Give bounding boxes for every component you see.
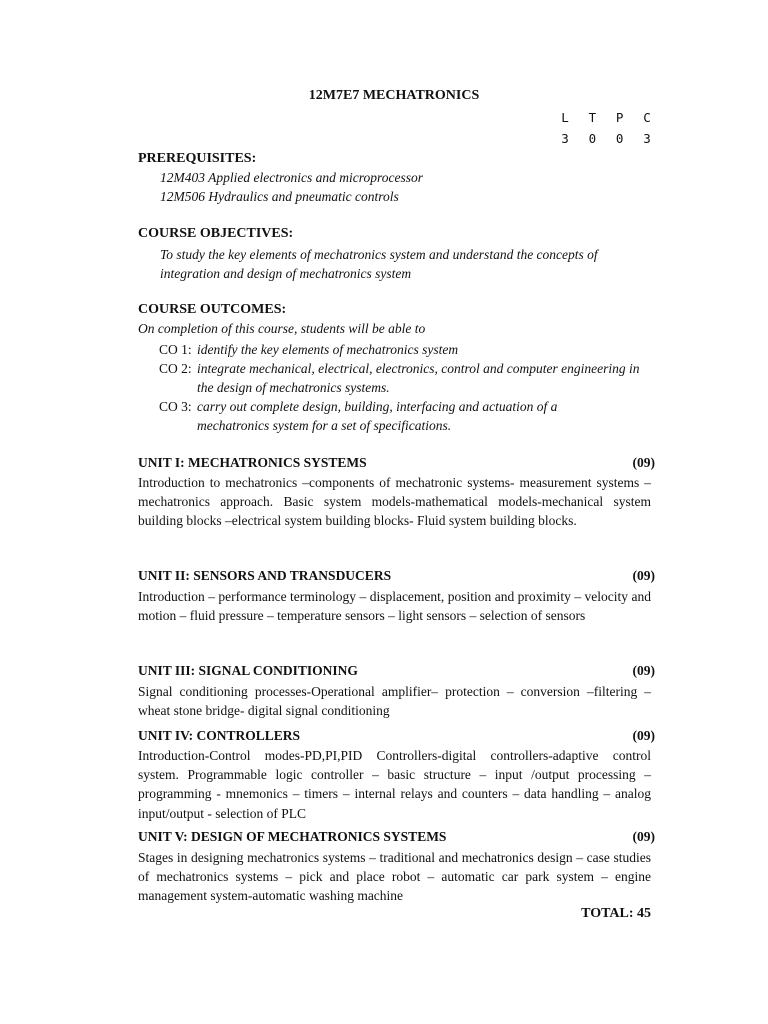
unit-4-content: Introduction-Control modes-PD,PI,PID Controllers-digital controllers-adaptive control system. Programmable logic controller – basic structure – input /output processing – programming - mnemonics – timers – internal relays and counters – data handling – analog input/output - selection of PLC (138, 748, 651, 821)
unit-3-header (138, 663, 655, 679)
outcome-label: CO 3: (159, 399, 192, 414)
ltpc-header-t: T (588, 110, 597, 125)
ltpc-value-t: 0 (588, 131, 597, 146)
unit-5-header (138, 829, 655, 845)
unit-title: UNIT III: SIGNAL CONDITIONING (138, 663, 358, 678)
unit-hours: (09) (632, 663, 655, 678)
unit-hours: (09) (632, 455, 655, 470)
unit-title: UNIT V: DESIGN OF MECHATRONICS SYSTEMS (138, 829, 447, 844)
unit-4-header (138, 728, 655, 744)
outcome-label: CO 1: (159, 342, 192, 357)
unit-hours: (09) (632, 829, 655, 844)
unit-title: UNIT I: MECHATRONICS SYSTEMS (138, 455, 367, 470)
prerequisites-heading: PREREQUISITES: (138, 151, 257, 166)
outcome-text: integrate mechanical, electrical, electronics, control and computer engineering in the design of mechatronics systems. (197, 361, 640, 396)
unit-1-content: Introduction to mechatronics –components of mechatronic systems- measurement systems – mechatronics approach. Basic system models-mathematical models-mechanical system building blocks –electrical system building blocks- Fluid system building blocks. (138, 475, 651, 529)
prerequisite-item: 12M506 Hydraulics and pneumatic controls (160, 189, 399, 204)
outcome-text: identify the key elements of mechatronics system (197, 342, 459, 357)
objectives-text: To study the key elements of mechatronics system and understand the concepts of integration and design of mechatronics system (160, 247, 598, 282)
unit-2-content: Introduction – performance terminology – displacement, position and proximity – velocity and motion – fluid pressure – temperature sensors – light sensors – selection of sensors (138, 589, 651, 624)
outcome-item (159, 340, 654, 359)
unit-hours: (09) (632, 728, 655, 743)
unit-2-header (138, 568, 655, 584)
ltpc-value-c: 3 (643, 131, 651, 146)
unit-hours: (09) (632, 568, 655, 583)
outcome-item (159, 359, 654, 397)
objectives-heading: COURSE OBJECTIVES: (138, 226, 294, 241)
unit-title: UNIT IV: CONTROLLERS (138, 728, 301, 743)
ltpc-header-p: P (615, 110, 624, 125)
ltpc-values (556, 131, 656, 146)
ltpc-headers (556, 110, 656, 125)
ltpc-header-l: L (561, 110, 569, 125)
outcomes-intro: On completion of this course, students will be able to (138, 321, 426, 336)
outcome-item (159, 397, 654, 435)
outcome-text: carry out complete design, building, interfacing and actuation of a mechatronics system for a set of specifications. (197, 399, 558, 434)
unit-5-content: Stages in designing mechatronics systems – traditional and mechatronics design – case studies of mechatronics systems – pick and place robot – automatic car park system – engine management system-automatic washing machine (138, 850, 651, 904)
unit-title: UNIT II: SENSORS AND TRANSDUCERS (138, 568, 392, 583)
outcomes-heading: COURSE OUTCOMES: (138, 302, 287, 317)
total-hours: TOTAL: 45 (581, 906, 651, 921)
ltpc-value-l: 3 (561, 131, 569, 146)
prerequisite-item: 12M403 Applied electronics and microprocessor (160, 170, 423, 185)
ltpc-header-c: C (643, 110, 651, 125)
unit-3-content: Signal conditioning processes-Operational amplifier– protection – conversion –filtering –wheat stone bridge- digital signal conditioning (138, 684, 651, 719)
unit-1-header (138, 455, 655, 471)
outcome-label: CO 2: (159, 361, 192, 376)
ltpc-value-p: 0 (615, 131, 624, 146)
course-title: 12M7E7 MECHATRONICS (308, 88, 480, 103)
